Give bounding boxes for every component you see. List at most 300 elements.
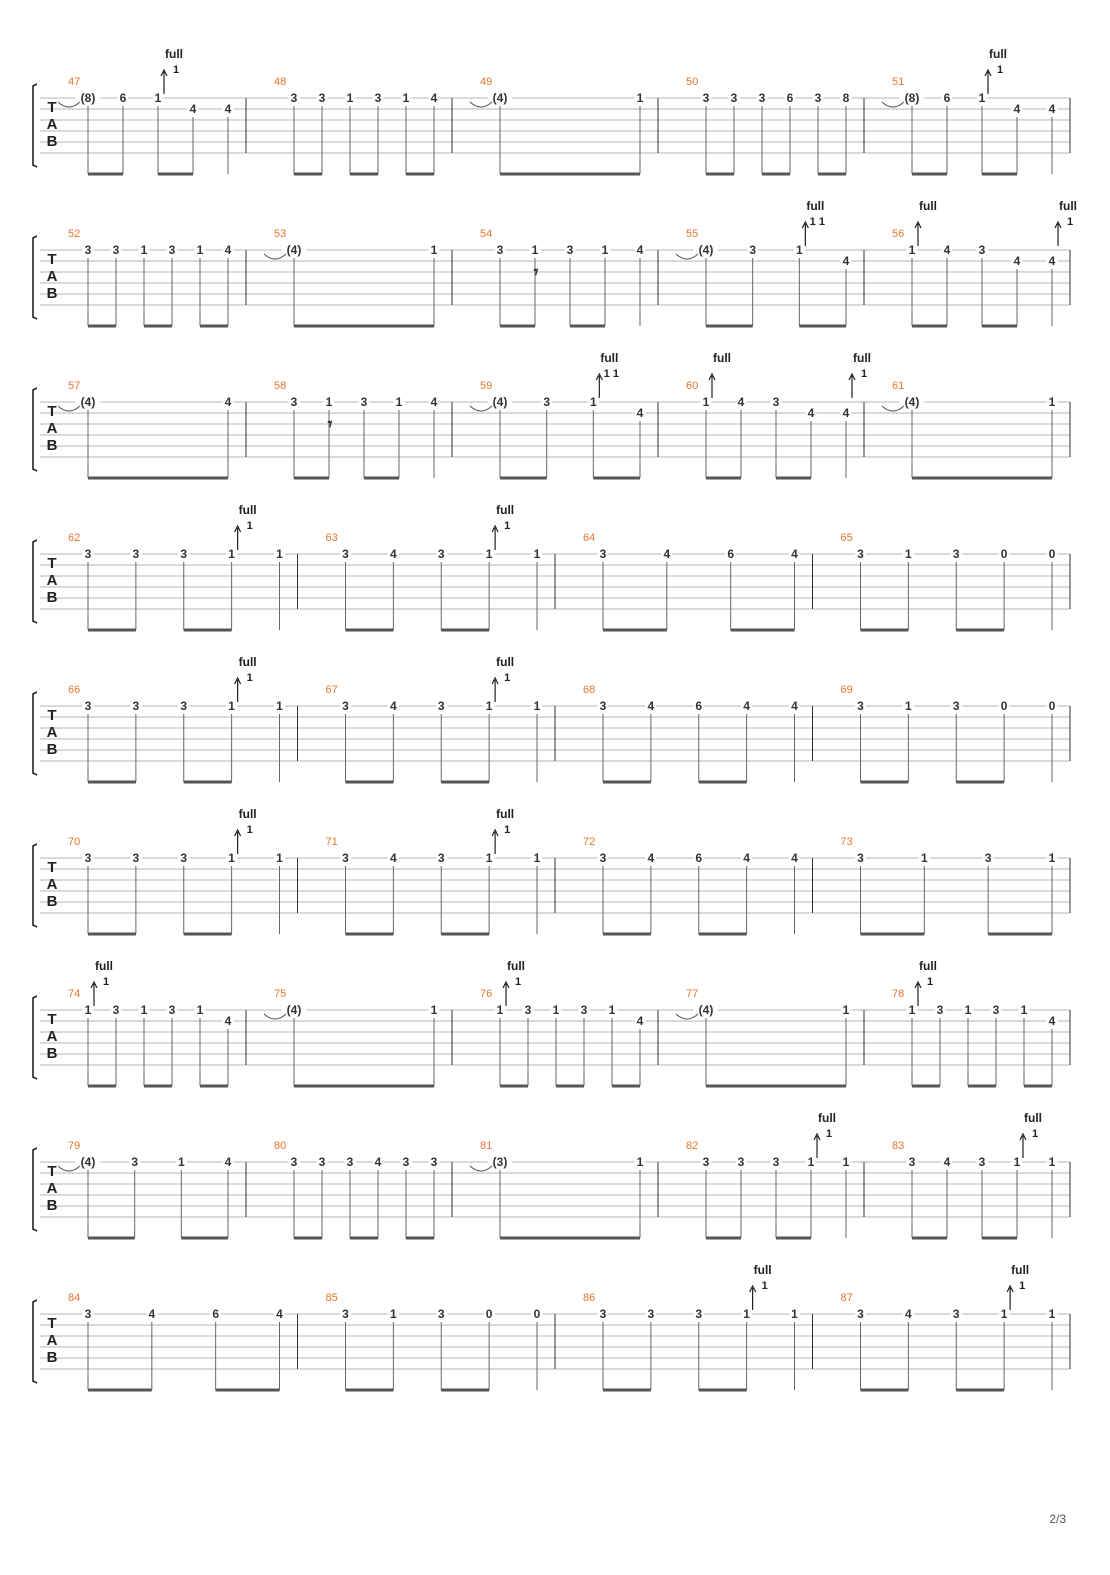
fret-number: 6 — [119, 91, 127, 105]
measure-number: 51 — [892, 76, 905, 88]
fret-number: 4 — [737, 395, 745, 409]
tab-clef-letter: A — [46, 1028, 58, 1045]
measure — [68, 655, 285, 782]
measure — [452, 351, 646, 478]
fret-number: 4 — [943, 243, 951, 257]
fret-number: 3 — [772, 395, 780, 409]
fret-number: 4 — [636, 1014, 644, 1028]
fret-number: 1 — [325, 395, 333, 409]
fret-number: 3 — [342, 851, 349, 865]
measure — [658, 76, 852, 174]
measure — [68, 1292, 285, 1390]
bend-label: full — [496, 655, 515, 669]
bend-amount: 1 — [246, 824, 253, 836]
fret-number: 1 — [905, 699, 912, 713]
measure-number: 65 — [840, 532, 853, 544]
fret-number: 3 — [758, 91, 766, 105]
bend-amount: 1 — [1066, 216, 1074, 228]
system-bracket — [33, 84, 37, 167]
tab-clef-letter: A — [46, 876, 58, 893]
measure — [658, 351, 871, 478]
fret-number: 1 — [496, 1003, 504, 1017]
fret-number: 6 — [695, 699, 703, 713]
bend-label: full — [238, 503, 257, 517]
fret-number: 1 — [140, 1003, 148, 1017]
fret-number: 4 — [1013, 102, 1021, 116]
fret-number: 3 — [908, 1155, 916, 1169]
bend-label: full — [165, 47, 183, 61]
fret-number: 3 — [437, 851, 445, 865]
bend-label: full — [753, 1263, 772, 1277]
bend-arrow — [814, 1134, 820, 1158]
measure — [813, 836, 1058, 934]
fret-number: 4 — [224, 395, 232, 409]
measure — [555, 532, 800, 630]
fret-number: 3 — [952, 699, 960, 713]
fret-number: 1 — [485, 699, 493, 713]
fret-number: 1 — [228, 547, 235, 561]
fret-number: 1 — [636, 91, 644, 105]
measure-number: 84 — [68, 1292, 81, 1304]
measure-number: 70 — [68, 836, 81, 848]
tab-clef-letter: B — [46, 1197, 58, 1214]
bend-marking — [849, 351, 871, 398]
tab-clef-letter: T — [47, 1315, 57, 1332]
measure — [864, 1111, 1058, 1238]
fret-number: (8) — [904, 91, 920, 105]
fret-number: 1 — [196, 243, 204, 257]
fret-number: 3 — [342, 699, 349, 713]
fret-number: 3 — [290, 395, 298, 409]
bend-arrow — [235, 678, 241, 702]
measure-number: 79 — [68, 1140, 81, 1152]
measure — [298, 807, 543, 934]
fret-number: 1 — [1048, 1307, 1056, 1321]
bend-label: full — [1059, 199, 1077, 213]
fret-number: 3 — [857, 547, 864, 561]
measure-number: 67 — [325, 684, 338, 696]
fret-number: 3 — [360, 395, 368, 409]
fret-number: 3 — [952, 1307, 960, 1321]
fret-number: 3 — [580, 1003, 588, 1017]
measure — [864, 380, 1058, 478]
fret-number: 1 — [430, 243, 438, 257]
bend-arrow — [915, 222, 921, 246]
measure — [864, 199, 1077, 326]
measure-number: 47 — [68, 76, 81, 88]
bend-label: full — [600, 351, 619, 365]
measure — [452, 959, 646, 1086]
fret-number: 3 — [180, 547, 188, 561]
measure-number: 57 — [68, 380, 81, 392]
fret-number: 1 — [228, 699, 235, 713]
bend-arrow — [849, 374, 855, 398]
bend-marking — [915, 959, 937, 1006]
measure — [555, 836, 800, 934]
fret-number: 4 — [905, 1307, 912, 1321]
tab-clef-letter: T — [47, 707, 57, 724]
tab-clef-letter: B — [46, 589, 58, 606]
tab-clef-letter: T — [47, 403, 57, 420]
bend-arrow — [750, 1286, 756, 1310]
tab-clef-letter: B — [46, 741, 58, 758]
fret-number: 4 — [1048, 1014, 1056, 1028]
measure-number: 48 — [274, 76, 287, 88]
fret-number: 1 — [140, 243, 148, 257]
fret-number: 1 — [346, 91, 354, 105]
bend-marking — [1055, 199, 1077, 246]
fret-number: 0 — [485, 1307, 493, 1321]
bend-amount: 1 — [996, 64, 1004, 76]
fret-number: 4 — [390, 547, 397, 561]
fret-number: 4 — [791, 547, 798, 561]
fret-number: 1 — [636, 1155, 644, 1169]
measure — [298, 503, 543, 630]
tab-clef-letter: A — [46, 1180, 58, 1197]
measure — [246, 988, 440, 1086]
system-bracket — [33, 540, 37, 623]
fret-number: 4 — [224, 1014, 232, 1028]
fret-number: 1 — [228, 851, 235, 865]
fret-number: 3 — [599, 1307, 607, 1321]
measure — [813, 1263, 1058, 1390]
fret-number: 4 — [647, 699, 655, 713]
measure-number: 76 — [480, 988, 493, 1000]
tab-clef-letter: A — [46, 420, 58, 437]
measure — [58, 380, 234, 478]
measure — [452, 1140, 646, 1238]
fret-number: 4 — [743, 699, 750, 713]
tab-clef-letter: B — [46, 1045, 58, 1062]
system-bracket — [33, 236, 37, 319]
fret-number: 3 — [180, 699, 188, 713]
bend-arrow — [1055, 222, 1061, 246]
fret-number: (4) — [80, 1155, 96, 1169]
fret-number: 3 — [84, 243, 92, 257]
fret-number: 4 — [189, 102, 197, 116]
bend-label: full — [1024, 1111, 1042, 1125]
measure-number: 61 — [892, 380, 905, 392]
fret-number: 1 — [552, 1003, 560, 1017]
tab-clef-letter: A — [46, 268, 58, 285]
fret-number: 1 — [905, 547, 912, 561]
fret-number: 3 — [566, 243, 574, 257]
bend-marking — [235, 807, 257, 854]
measure — [658, 199, 852, 326]
bend-arrow — [91, 982, 97, 1006]
measure — [246, 380, 440, 478]
measure-number: 60 — [686, 380, 699, 392]
measure — [298, 1292, 543, 1390]
fret-number: 0 — [1048, 547, 1056, 561]
fret-number: 1 — [702, 395, 710, 409]
measure — [452, 228, 646, 326]
fret-number: 3 — [112, 243, 120, 257]
fret-number: 3 — [346, 1155, 354, 1169]
fret-number: 3 — [814, 91, 822, 105]
bend-label: full — [919, 199, 937, 213]
measure — [68, 228, 234, 326]
fret-number: 3 — [132, 699, 140, 713]
fret-number: 4 — [224, 1155, 232, 1169]
measure-number: 80 — [274, 1140, 287, 1152]
measure-number: 62 — [68, 532, 81, 544]
bend-amount: 1 — [761, 1280, 768, 1292]
bend-arrow — [492, 678, 498, 702]
fret-number: 0 — [1048, 699, 1056, 713]
system-bracket — [33, 1148, 37, 1231]
fret-number: 3 — [543, 395, 551, 409]
fret-number: 4 — [636, 406, 644, 420]
fret-number: 3 — [437, 547, 445, 561]
fret-number: 3 — [437, 1307, 445, 1321]
bend-marking — [503, 959, 525, 1006]
fret-number: 1 — [485, 851, 493, 865]
bend-marking — [985, 47, 1007, 94]
system-bracket — [33, 996, 37, 1079]
fret-number: 1 — [430, 1003, 438, 1017]
fret-number: 3 — [84, 851, 92, 865]
fret-number: (4) — [698, 243, 714, 257]
fret-number: 3 — [978, 1155, 986, 1169]
tab-system — [33, 1111, 1070, 1238]
fret-number: 1 — [276, 699, 283, 713]
fret-number: 1 — [276, 547, 283, 561]
measure — [246, 1140, 440, 1238]
fret-number: 3 — [647, 1307, 655, 1321]
bend-marking — [596, 351, 619, 398]
fret-number: 1 — [485, 547, 493, 561]
bend-amount: 1 — [504, 824, 511, 836]
fret-number: 4 — [224, 102, 232, 116]
fret-number: (8) — [80, 91, 96, 105]
fret-number: 4 — [647, 851, 655, 865]
fret-number: 3 — [599, 547, 607, 561]
measure — [246, 228, 440, 326]
system-bracket — [33, 692, 37, 775]
bend-label: full — [238, 655, 257, 669]
bend-label: full — [713, 351, 731, 365]
measure-number: 66 — [68, 684, 81, 696]
fret-number: 1 — [920, 851, 928, 865]
fret-number: 3 — [984, 851, 992, 865]
fret-number: 1 — [1020, 1003, 1028, 1017]
fret-number: 3 — [342, 547, 349, 561]
fret-number: 3 — [290, 1155, 298, 1169]
measure-number: 52 — [68, 228, 81, 240]
fret-number: 4 — [743, 851, 750, 865]
bend-marking — [1007, 1263, 1029, 1310]
fret-number: 4 — [148, 1307, 156, 1321]
system-bracket — [33, 844, 37, 927]
fret-number: 3 — [168, 1003, 176, 1017]
bend-arrow — [161, 70, 167, 94]
fret-number: 4 — [842, 254, 850, 268]
fret-number: 3 — [857, 851, 864, 865]
bend-marking — [709, 351, 731, 398]
fret-number: 3 — [180, 851, 188, 865]
fret-number: 1 — [791, 1307, 798, 1321]
fret-number: 3 — [374, 91, 382, 105]
tab-system — [33, 503, 1070, 630]
fret-number: 4 — [430, 395, 438, 409]
bend-marking — [750, 1263, 772, 1310]
fret-number: 4 — [842, 406, 850, 420]
measure-number: 78 — [892, 988, 905, 1000]
bend-label: full — [507, 959, 525, 973]
bend-arrow — [596, 374, 602, 398]
fret-number: 1 — [842, 1155, 850, 1169]
fret-number: (4) — [698, 1003, 714, 1017]
bend-amount: 1 1 — [603, 368, 619, 380]
bend-marking — [235, 503, 257, 550]
tab-clef-letter: A — [46, 724, 58, 741]
eighth-rest: 𝄾 — [327, 414, 333, 435]
fret-number: 1 — [84, 1003, 92, 1017]
fret-number: 3 — [857, 1307, 864, 1321]
measure-number: 81 — [480, 1140, 493, 1152]
tab-system — [33, 351, 1070, 478]
bend-label: full — [853, 351, 871, 365]
measure — [813, 532, 1058, 630]
fret-number: 3 — [524, 1003, 532, 1017]
fret-number: 1 — [395, 395, 403, 409]
measure-number: 55 — [686, 228, 699, 240]
fret-number: 3 — [702, 91, 710, 105]
tab-system — [33, 47, 1070, 174]
eighth-rest: 𝄾 — [533, 262, 539, 283]
bend-amount: 1 1 — [809, 216, 825, 228]
bend-arrow — [802, 222, 808, 246]
fret-number: 3 — [730, 91, 738, 105]
fret-number: 3 — [978, 243, 986, 257]
fret-number: 1 — [533, 851, 541, 865]
measure — [58, 47, 234, 174]
fret-number: 4 — [1048, 102, 1056, 116]
bend-amount: 1 — [860, 368, 868, 380]
fret-number: 1 — [743, 1307, 750, 1321]
bend-marking — [161, 47, 183, 94]
fret-number: 3 — [168, 243, 176, 257]
fret-number: 1 — [601, 243, 609, 257]
bend-arrow — [709, 374, 715, 398]
bend-amount: 1 — [246, 672, 253, 684]
fret-number: 3 — [84, 699, 92, 713]
fret-number: 3 — [857, 699, 864, 713]
measure — [555, 1263, 800, 1390]
measure-number: 71 — [325, 836, 338, 848]
bend-amount: 1 — [926, 976, 934, 988]
bend-amount: 1 — [246, 520, 253, 532]
bend-amount: 1 — [825, 1128, 833, 1140]
bend-arrow — [915, 982, 921, 1006]
tab-clef-letter: B — [46, 1349, 58, 1366]
bend-label: full — [238, 807, 257, 821]
bend-amount: 1 — [1031, 1128, 1039, 1140]
bend-marking — [814, 1111, 836, 1158]
measure-number: 83 — [892, 1140, 905, 1152]
fret-number: 3 — [84, 1307, 92, 1321]
measure-number: 86 — [583, 1292, 596, 1304]
measure — [298, 655, 543, 782]
fret-number: 3 — [131, 1155, 139, 1169]
fret-number: 3 — [84, 547, 92, 561]
bend-label: full — [989, 47, 1007, 61]
bend-marking — [1020, 1111, 1042, 1158]
fret-number: 1 — [390, 1307, 397, 1321]
measure — [813, 684, 1058, 782]
fret-number: 6 — [212, 1307, 220, 1321]
measure — [452, 76, 646, 174]
fret-number: 3 — [496, 243, 504, 257]
measure — [68, 959, 234, 1086]
fret-number: 1 — [196, 1003, 204, 1017]
fret-number: 1 — [402, 91, 410, 105]
fret-number: 3 — [437, 699, 445, 713]
tab-clef-letter: B — [46, 893, 58, 910]
fret-number: 4 — [390, 699, 397, 713]
fret-number: 1 — [1000, 1307, 1008, 1321]
fret-number: 1 — [1048, 395, 1056, 409]
tab-system — [33, 199, 1077, 326]
fret-number: 3 — [737, 1155, 745, 1169]
fret-number: 3 — [132, 547, 140, 561]
fret-number: 3 — [992, 1003, 1000, 1017]
fret-number: 1 — [964, 1003, 972, 1017]
bend-amount: 1 — [514, 976, 522, 988]
measure-number: 75 — [274, 988, 287, 1000]
fret-number: 3 — [112, 1003, 120, 1017]
fret-number: 4 — [636, 243, 644, 257]
bend-label: full — [496, 503, 515, 517]
fret-number: (4) — [904, 395, 920, 409]
fret-number: 1 — [978, 91, 986, 105]
fret-number: (4) — [492, 395, 508, 409]
fret-number: 1 — [842, 1003, 850, 1017]
fret-number: (4) — [80, 395, 96, 409]
fret-number: 0 — [1000, 699, 1008, 713]
measure-number: 54 — [480, 228, 493, 240]
fret-number: (4) — [286, 1003, 302, 1017]
fret-number: 1 — [908, 1003, 916, 1017]
bend-amount: 1 — [504, 520, 511, 532]
tab-clef-letter: T — [47, 251, 57, 268]
tab-clef-letter: T — [47, 99, 57, 116]
fret-number: 0 — [533, 1307, 541, 1321]
fret-number: 1 — [276, 851, 283, 865]
system-bracket — [33, 388, 37, 471]
measure-number: 73 — [840, 836, 853, 848]
fret-number: 1 — [1048, 851, 1056, 865]
measure-number: 74 — [68, 988, 81, 1000]
fret-number: 1 — [533, 699, 541, 713]
measure — [68, 503, 285, 630]
fret-number: 6 — [943, 91, 951, 105]
fret-number: 3 — [772, 1155, 780, 1169]
bend-marking — [492, 807, 514, 854]
fret-number: 3 — [318, 1155, 326, 1169]
measure — [658, 988, 852, 1086]
measure-number: 56 — [892, 228, 905, 240]
measure-number: 82 — [686, 1140, 699, 1152]
bend-label: full — [919, 959, 937, 973]
bend-amount: 1 — [504, 672, 511, 684]
tab-clef-letter: A — [46, 572, 58, 589]
fret-number: (3) — [492, 1155, 508, 1169]
fret-number: 8 — [842, 91, 850, 105]
tab-system — [33, 959, 1070, 1086]
fret-number: 6 — [695, 851, 703, 865]
